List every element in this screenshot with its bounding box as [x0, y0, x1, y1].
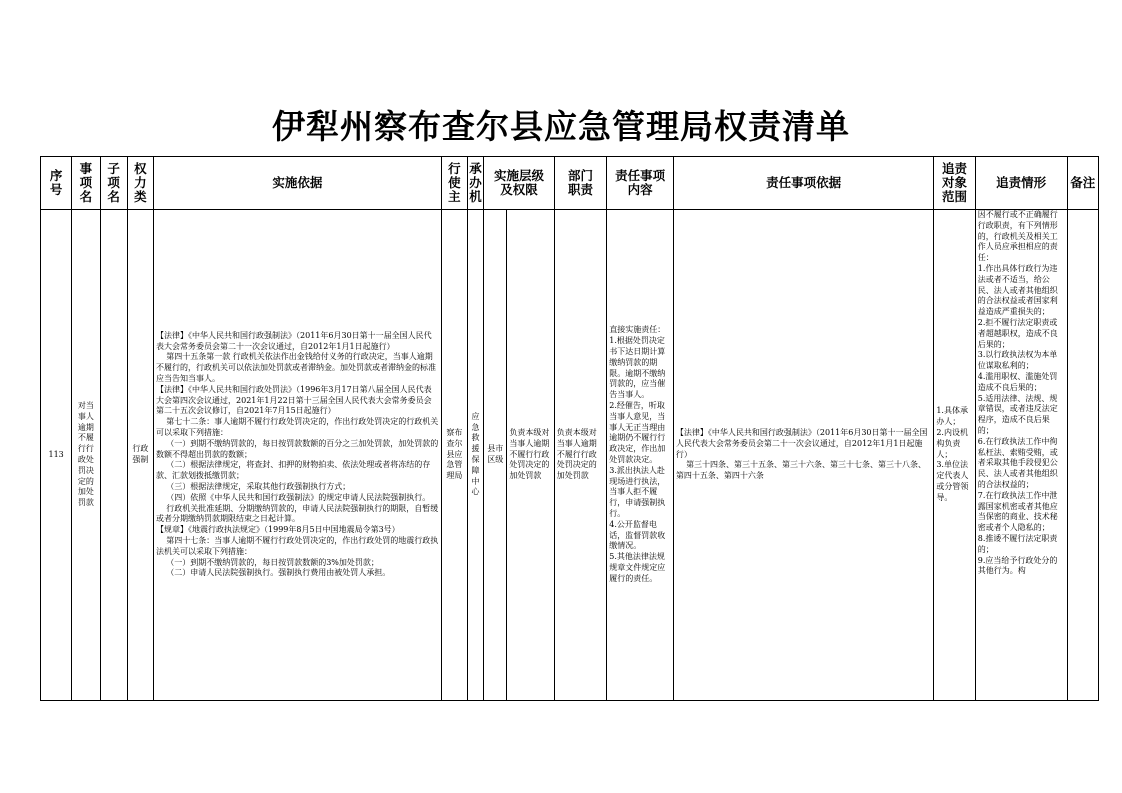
page-title: 伊犁州察布查尔县应急管理局权责清单	[272, 107, 850, 146]
cell-level-b: 负责本级对当事人逾期不履行行政处罚决定的加处罚款	[507, 210, 554, 701]
header-situation: 追责情形	[975, 157, 1067, 210]
cell-item: 对当事人逾期不履行行政处罚决定的加处罚款	[72, 210, 100, 701]
cell-undertaker: 应急救援保障中心	[467, 210, 483, 701]
header-level: 实施层级及权限	[484, 157, 555, 210]
header-undertaker: 承办机	[467, 157, 483, 210]
header-target: 追责对象范围	[934, 157, 975, 210]
cell-basis: 【法律】《中华人民共和国行政强制法》（2011年6月30日第十一届全国人民代表大会常务委员会第二十一次会议通过，自2012年1月1日起施行） 第四十五条第一款 行政机关依法作出金钱给付义务的行政决定，当事人逾期不履行的，行政机关可以依法加处罚款或者滞纳金。加处罚款或者滞纳金的标准应当告知当事人。 【法律】《中华人民共和国行政处罚法》（1996年3月17日第八届全国人民代表大会第四次会议通过，2021年1月22日第十三届全国人民代表大会常务委员会第二十五次会议修订，自2021年7月15日起施行） 第七十二条：事人逾期不履行行政处罚决定的，作出行政处罚决定的行政机关可以采取下列措施： （一）到期不缴纳罚款的，每日按罚款数额的百分之三加处罚款，加处罚款的数额不得超出罚款的数额； （二）根据法律规定，将查封、扣押的财物拍卖、依法处理或者将冻结的存款、汇款划拨抵缴罚款； （三）根据法律规定，采取其他行政强制执行方式； （四）依照《中华人民共和国行政强制法》的规定申请人民法院强制执行。 行政机关批准延期、分期缴纳罚款的，申请人民法院强制执行的期限，自暂缓或者分期缴纳罚款期限结束之日起计算。 【规章】《地震行政执法规定》（1999年8月5日中国地震局令第3号） 第四十七条：当事人逾期不履行行政处罚决定的，作出行政处罚的地震行政执法机关可以采取下列措施： （一）到期不缴纳罚款的，每日按罚款数额的3%加处罚款； （二）申请人民法院强制执行。强制执行费用由被处罚人承担。	[154, 210, 442, 701]
header-executor: 行使主	[441, 157, 467, 210]
header-remark: 备注	[1067, 157, 1098, 210]
cell-seq: 113	[41, 210, 72, 701]
header-resp-basis: 责任事项依据	[673, 157, 933, 210]
power-list-table	[40, 156, 1099, 701]
cell-duty: 负责本级对当事人逾期不履行行政处罚决定的加处罚款	[554, 210, 606, 701]
cell-resp-basis: 【法律】《中华人民共和国行政强制法》（2011年6月30日第十一届全国人民代表大会常务委员会第二十一次会议通过，自2012年1月1日起施行） 第三十四条、第三十五条、第三十六条、第三十七条、第三十八条、第四十五条、第四十六条	[673, 210, 933, 701]
cell-subitem	[100, 210, 127, 701]
header-seq: 序号	[41, 157, 72, 210]
header-basis: 实施依据	[154, 157, 442, 210]
cell-resp-content: 直接实施责任： 1.根据处罚决定书下达日期计算缴纳罚款的期限。逾期不缴纳罚款的，应当催告当事人。 2.经催告，听取当事人意见，当事人无正当理由逾期仍不履行行政决定，作出加处罚款决定。 3.派出执法人赴现场进行执法，当事人拒不履行，申请强制执行。 4.公开监督电话，监督罚款收缴情况。 5.其他法律法规规章文件规定应履行的责任。	[607, 210, 674, 701]
header-duty: 部门职责	[554, 157, 606, 210]
cell-level-a: 县市区级	[484, 210, 507, 701]
header-power-type: 权力类	[127, 157, 153, 210]
table-row	[41, 210, 1099, 701]
header-resp-content: 责任事项内容	[607, 157, 674, 210]
cell-target: 1.具体承办人； 2.内设机构负责人； 3.单位法定代表人或分管领导。	[934, 210, 975, 701]
cell-power-type: 行政强制	[127, 210, 153, 701]
cell-remark	[1067, 210, 1098, 701]
header-subitem: 子项名	[100, 157, 127, 210]
cell-executor: 察布查尔县应急管理局	[441, 210, 467, 701]
header-item: 事项名	[72, 157, 100, 210]
cell-situation: 因不履行或不正确履行行政职责，有下列情形的，行政机关及相关工作人员应承担相应的责任： 1.作出具体行政行为违法或者不适当，给公民、法人或者其他组织的合法权益或者国家利益造成严重损失的； 2.拒不履行法定职责或者超越职权，造成不良后果的； 3.以行政执法权为本单位谋取私利的； 4.滥用职权、滥施处罚造成不良后果的； 5.适用法律、法规、规章错误，或者违反法定程序，造成不良后果的； 6.在行政执法工作中徇私枉法、索贿受贿，或者采取其他手段侵犯公民、法人或者其他组织的合法权益的； 7.在行政执法工作中泄露国家机密或者其他应当保密的商业、技术秘密或者个人隐私的； 8.推诿不履行法定职责的； 9.应当给予行政处分的其他行为。构	[975, 210, 1067, 701]
header-row	[41, 157, 1099, 210]
